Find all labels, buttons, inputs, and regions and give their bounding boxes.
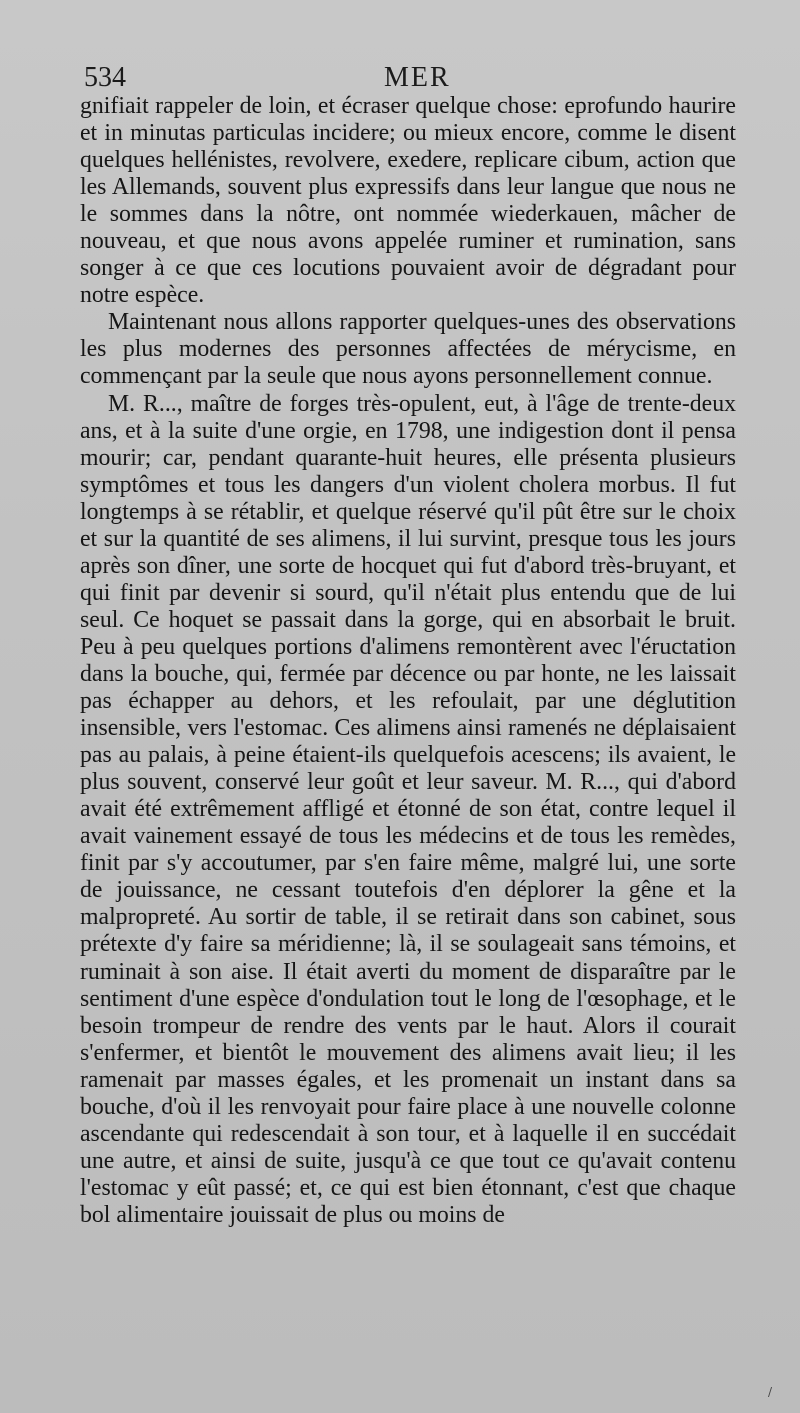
body-text (80, 93, 736, 1229)
page-corner-mark: / (768, 1385, 773, 1399)
paragraph-continued: gnifiait rappeler de loin, et écraser quelque chose: eprofundo haurire et in minutas particulas incidere; ou mieux encore, comme le disent quelques hellénistes, revolvere, exedere, replicare cibum, action que les Allemands, souvent plus expressifs dans leur langue que nous ne le sommes dans la nôtre, ont nommée wiederkauen, mâcher de nouveau, et que nous avons appelée ruminer et rumination, sans songer à ce que ces locutions pouvaient avoir de dégradant pour notre espèce. (80, 93, 736, 309)
page-header (84, 62, 736, 96)
paragraph-case-m-r: M. R..., maître de forges très-opulent, eut, à l'âge de trente-deux ans, et à la suite d'une orgie, en 1798, une indigestion dont il pensa mourir; car, pendant quarante-huit heures, elle présenta plusieurs symptômes et tous les dangers d'un violent cholera morbus. Il fut longtemps à se rétablir, et quelque réservé qu'il pût être sur le choix et sur la quantité de ses alimens, il lui survint, presque tous les jours après son dîner, une sorte de hocquet qui fut d'abord très-bruyant, et qui finit par devenir si sourd, qu'il n'était plus entendu que de lui seul. Ce hoquet se passait dans la gorge, qui en absorbait le bruit. Peu à peu quelques portions d'alimens remontèrent avec l'éructation dans la bouche, qui, fermée par décence ou par honte, ne les laissait pas échapper au dehors, et les refoulait, par une déglutition insensible, vers l'estomac. Ces alimens ainsi ramenés ne déplaisaient pas au palais, à peine étaient-ils quelquefois acescens; ils avaient, le plus souvent, conservé leur goût et leur saveur. M. R..., qui d'abord avait été extrêmement affligé et étonné de son état, contre lequel il avait vainement essayé de tous les médecins et de tous les remèdes, finit par s'y accoutumer, par s'en faire même, malgré lui, une sorte de jouissance, ne cessant toutefois d'en déplorer la gêne et la malpropreté. Au sortir de table, il se retirait dans son cabinet, sous prétexte d'y faire sa méridienne; là, il se soulageait sans témoins, et ruminait à son aise. Il était averti du moment de disparaître par le sentiment d'une espèce d'ondulation tout le long de l'œsophage, et le besoin trompeur de rendre des vents par le haut. Alors il courait s'enfermer, et bientôt le mouvement des alimens avait lieu; il les ramenait par masses égales, et les promenait un instant dans sa bouche, d'où il les renvoyait pour faire place à une nouvelle colonne ascendante qui redescendait à son tour, et à laquelle il en succédait une autre, et ainsi de suite, jusqu'à ce que tout ce qu'avait contenu l'estomac y eût passé; et, ce qui est bien étonnant, c'est que chaque bol alimentaire jouissait de plus ou moins de (80, 390, 736, 1228)
running-title: MER (384, 62, 451, 93)
paragraph-observations-intro: Maintenant nous allons rapporter quelques-unes des observations les plus modernes des personnes affectées de mérycisme, en commençant par la seule que nous ayons personnellement connue. (80, 309, 736, 390)
page-number: 534 (84, 62, 126, 93)
